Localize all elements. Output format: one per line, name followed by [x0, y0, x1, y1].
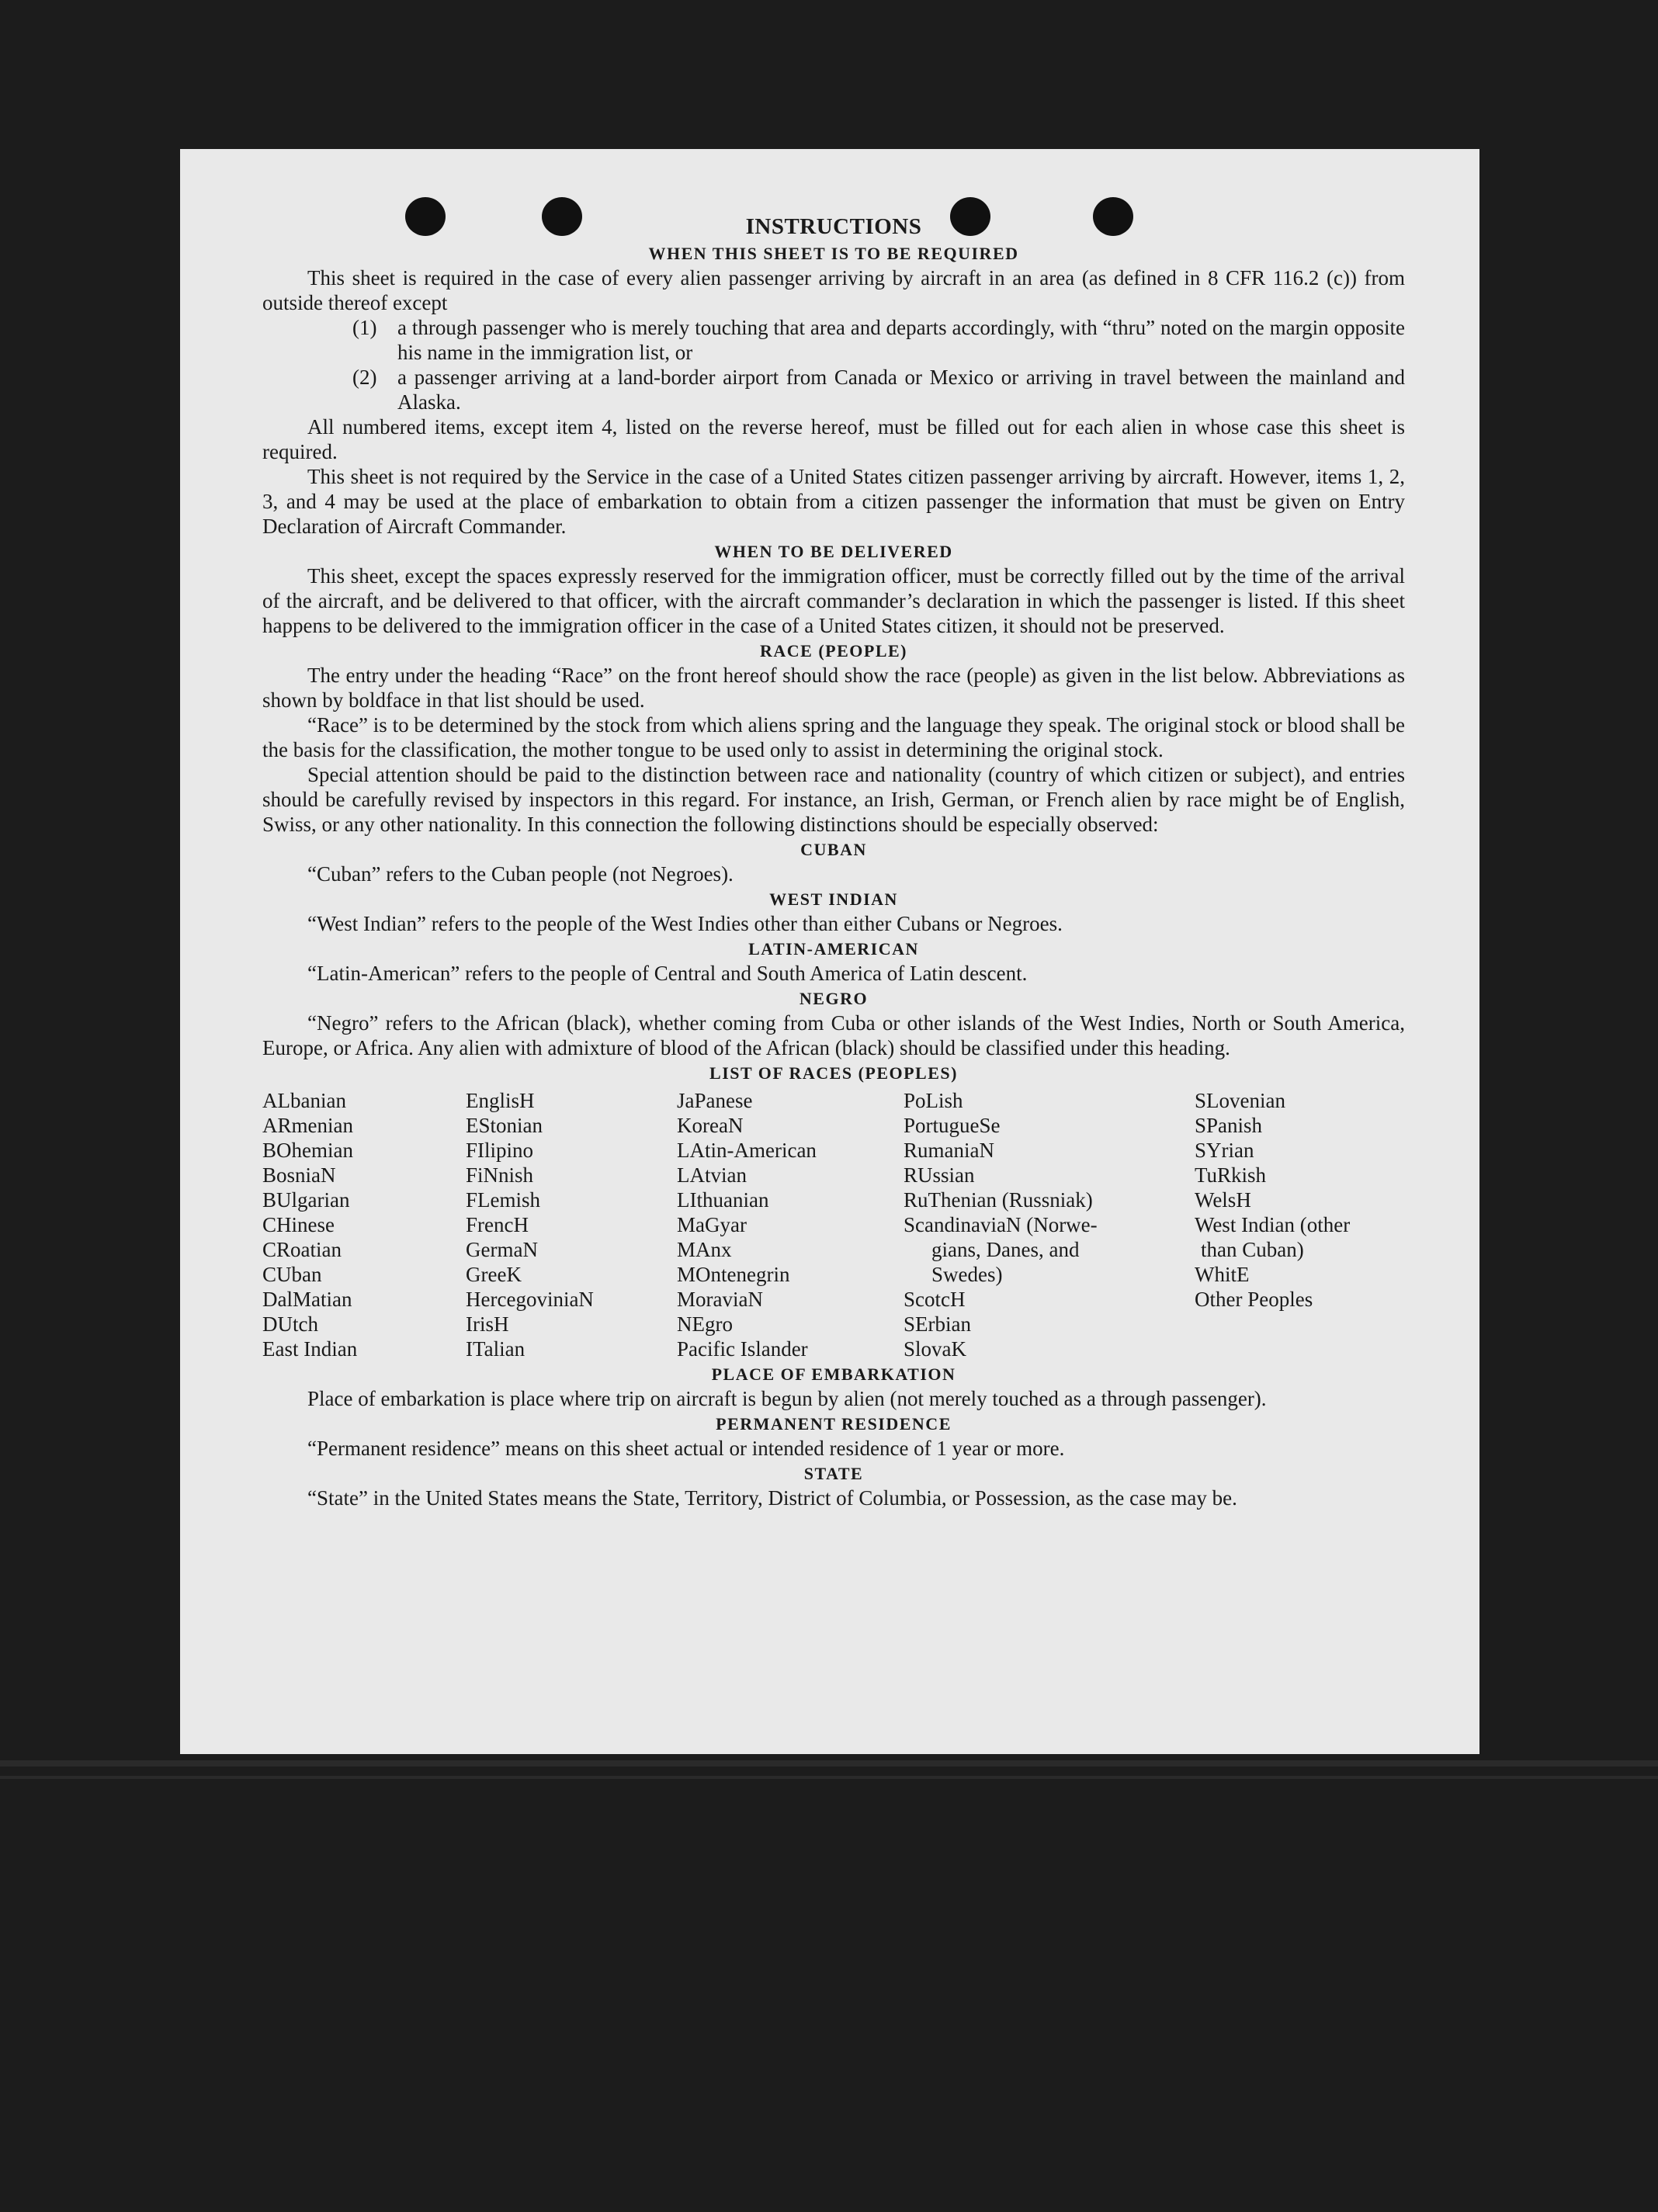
paragraph: “State” in the United States means the State, Territory, District of Columbia, or Possession, as the case may be. [307, 1486, 1237, 1510]
race-entry: EnglisH [466, 1089, 535, 1112]
punch-hole [542, 197, 582, 236]
paragraph: Special attention should be paid to the distinction between race and nationality (country of which citizen or subject), and entries should be carefully revised by inspectors in this regard. For instance, an Irish, German, or French alien by race might be of English, Swiss, or any other nationality. In this connection the following distinctions should be especially observed: [262, 763, 1405, 836]
race-entry: Pacific Islander [677, 1337, 808, 1361]
race-entry: SLovenian [1195, 1089, 1285, 1112]
section-heading-negro: NEGRO [799, 989, 869, 1008]
paragraph: Place of embarkation is place where trip on aircraft is begun by alien (not merely touched as a through passenger). [307, 1387, 1267, 1410]
punch-hole [405, 197, 446, 236]
race-entry: ARmenian [262, 1114, 353, 1137]
race-entry: FLemish [466, 1188, 541, 1212]
races-column-2 [466, 1088, 677, 1361]
race-entry: PoLish [904, 1089, 963, 1112]
race-entry: NEgro [677, 1312, 733, 1336]
race-entry: LAtin-American [677, 1139, 817, 1162]
race-entry-continuation: Swedes) [931, 1263, 1003, 1286]
list-item-text: a through passenger who is merely touching that area and departs accordingly, with “thru” noted on the margin opposite his name in the immigration list, or [397, 316, 1405, 364]
race-entry: EStonian [466, 1114, 543, 1137]
races-column-1 [262, 1088, 466, 1361]
punch-hole [950, 197, 990, 236]
section-heading-cuban: CUBAN [800, 840, 867, 859]
race-entry: DalMatian [262, 1288, 352, 1311]
race-entry: SYrian [1195, 1139, 1254, 1162]
scan-band [0, 1760, 1658, 1766]
race-entry-continuation: than Cuban) [1201, 1238, 1304, 1261]
race-entry: LAtvian [677, 1163, 747, 1187]
race-entry: PortugueSe [904, 1114, 1001, 1137]
section-heading-state: STATE [803, 1464, 864, 1483]
race-entry: JaPanese [677, 1089, 753, 1112]
race-entry: Other Peoples [1195, 1288, 1313, 1311]
race-entry: CRoatian [262, 1238, 342, 1261]
race-entry: CUban [262, 1263, 322, 1286]
paragraph: The entry under the heading “Race” on the front hereof should show the race (people) as given in the list below. Abbreviations as shown by boldface in that list should be used. [262, 664, 1405, 712]
list-item-text: a passenger arriving at a land-border airport from Canada or Mexico or arriving in travel between the mainland and Alaska. [397, 366, 1405, 414]
scan-band [0, 1776, 1658, 1779]
races-column-5 [1195, 1088, 1404, 1361]
race-entry: MaGyar [677, 1213, 747, 1236]
race-entry: MAnx [677, 1238, 732, 1261]
paragraph: “West Indian” refers to the people of the West Indies other than either Cubans or Negroes. [307, 912, 1063, 935]
race-entry: GreeK [466, 1263, 522, 1286]
paragraph: This sheet is not required by the Service in the case of a United States citizen passenger arriving by aircraft. However, items 1, 2, 3, and 4 may be used at the place of embarkation to obtain from a citizen passenger the information that must be given on Entry Declaration of Aircraft Commander. [262, 465, 1405, 538]
race-entry: RUssian [904, 1163, 975, 1187]
race-entry: East Indian [262, 1337, 358, 1361]
races-column-3 [677, 1088, 904, 1361]
section-heading-latin-american: LATIN-AMERICAN [748, 939, 919, 959]
race-entry: DUtch [262, 1312, 318, 1336]
section-heading-race: RACE (PEOPLE) [760, 641, 907, 660]
race-entry: WhitE [1195, 1263, 1250, 1286]
race-entry: RuThenian (Russniak) [904, 1188, 1093, 1212]
paragraph: “Cuban” refers to the Cuban people (not Negroes). [307, 862, 734, 886]
race-entry: FIlipino [466, 1139, 534, 1162]
race-entry: BUlgarian [262, 1188, 350, 1212]
race-entry: FiNnish [466, 1163, 534, 1187]
paragraph: “Latin-American” refers to the people of Central and South America of Latin descent. [307, 962, 1028, 985]
section-heading-when-required: WHEN THIS SHEET IS TO BE REQUIRED [648, 244, 1019, 263]
punch-hole [1093, 197, 1133, 236]
paragraph: This sheet, except the spaces expressly reserved for the immigration officer, must be correctly filled out by the time of the arrival of the aircraft, and be delivered to that officer, with the aircraft commander’s declaration in which the passenger is listed. If this sheet happens to be delivered to the immigration officer in the case of a United States citizen, it should not be preserved. [262, 564, 1405, 637]
paragraph: “Negro” refers to the African (black), whether coming from Cuba or other islands of the West Indies, North or South America, Europe, or Africa. Any alien with admixture of blood of the African (black) should be classified under this heading. [262, 1011, 1405, 1059]
list-item-number: (1) [352, 316, 377, 339]
list-item-number: (2) [352, 366, 377, 389]
race-entry: West Indian (other [1195, 1213, 1351, 1236]
section-heading-west-indian: WEST INDIAN [769, 889, 898, 909]
race-entry: KoreaN [677, 1114, 744, 1137]
paragraph: This sheet is required in the case of every alien passenger arriving by aircraft in an area (as defined in 8 CFR 116.2 (c)) from outside thereof except [262, 266, 1405, 314]
race-entry: WelsH [1195, 1188, 1251, 1212]
race-entry: TuRkish [1195, 1163, 1267, 1187]
race-entry-continuation: gians, Danes, and [931, 1238, 1080, 1261]
races-column-4 [904, 1088, 1195, 1361]
paragraph: “Permanent residence” means on this sheet actual or intended residence of 1 year or more. [307, 1437, 1065, 1460]
section-heading-when-delivered: WHEN TO BE DELIVERED [714, 542, 953, 561]
race-entry: RumaniaN [904, 1139, 994, 1162]
race-entry: FrencH [466, 1213, 529, 1236]
page-title: INSTRUCTIONS [745, 214, 922, 239]
document-sheet [180, 149, 1479, 1754]
section-heading-list-of-races: LIST OF RACES (PEOPLES) [709, 1063, 958, 1083]
paragraph: “Race” is to be determined by the stock from which aliens spring and the language they speak. The original stock or blood shall be the basis for the classification, the mother tongue to be used only to assist in determining the original stock. [262, 713, 1405, 761]
race-entry: MOntenegrin [677, 1263, 790, 1286]
race-entry: ITalian [466, 1337, 525, 1361]
race-entry: BOhemian [262, 1139, 353, 1162]
race-entry: CHinese [262, 1213, 335, 1236]
race-entry: SErbian [904, 1312, 971, 1336]
race-entry: SlovaK [904, 1337, 966, 1361]
races-list [262, 1088, 1405, 1361]
race-entry: BosniaN [262, 1163, 336, 1187]
list-item [352, 315, 1405, 365]
race-entry: ScotcH [904, 1288, 966, 1311]
race-entry: MoraviaN [677, 1288, 763, 1311]
race-entry: GermaN [466, 1238, 538, 1261]
section-heading-residence: PERMANENT RESIDENCE [716, 1414, 952, 1434]
race-entry: LIthuanian [677, 1188, 769, 1212]
race-entry: ALbanian [262, 1089, 346, 1112]
race-entry: HercegoviniaN [466, 1288, 594, 1311]
list-item [352, 365, 1405, 414]
section-heading-embarkation: PLACE OF EMBARKATION [711, 1364, 956, 1384]
race-entry: SPanish [1195, 1114, 1263, 1137]
race-entry: ScandinaviaN (Norwe- [904, 1213, 1098, 1236]
race-entry: IrisH [466, 1312, 509, 1336]
paragraph: All numbered items, except item 4, listed on the reverse hereof, must be filled out for each alien in whose case this sheet is required. [262, 415, 1405, 463]
